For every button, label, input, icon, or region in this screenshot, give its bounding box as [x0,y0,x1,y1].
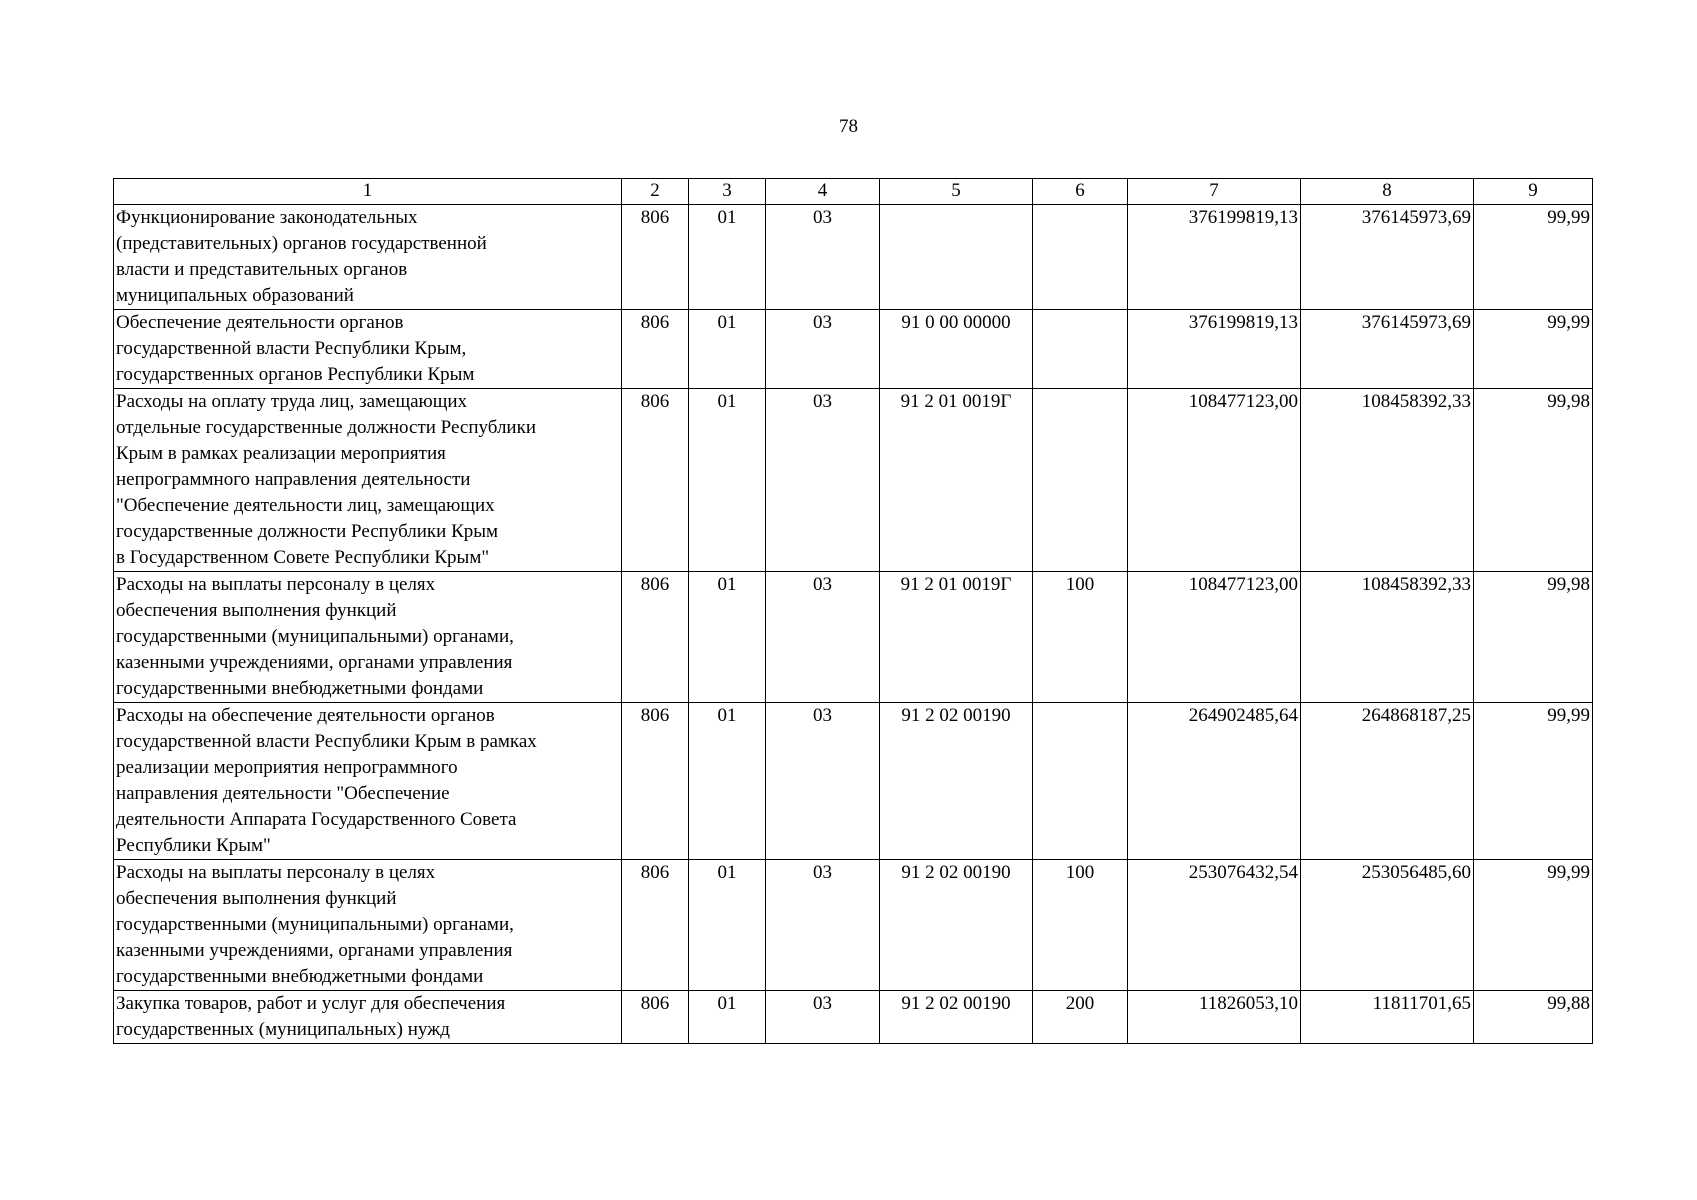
row-ministry-code: 806 [622,572,689,703]
row-section-code: 01 [689,572,766,703]
row-name: Расходы на выплаты персоналу в целях обеспечения выполнения функций государственными (муниципальными) органами, казенными учреждениями, органами управления государственными внебюджетными фондами [114,860,622,991]
row-ministry-code: 806 [622,991,689,1044]
row-actual-amount: 264868187,25 [1301,703,1474,860]
row-planned-amount: 376199819,13 [1128,205,1301,310]
row-ministry-code: 806 [622,860,689,991]
row-subsection-code: 03 [766,310,880,389]
row-name: Закупка товаров, работ и услуг для обеспечения государственных (муниципальных) нужд [114,991,622,1044]
table-row [114,310,1593,389]
row-actual-amount: 108458392,33 [1301,389,1474,572]
row-expense-type [1033,703,1128,860]
row-ministry-code: 806 [622,310,689,389]
row-target-code: 91 2 01 0019Г [880,389,1033,572]
row-expense-type [1033,205,1128,310]
row-percent: 99,99 [1474,205,1593,310]
table-row [114,991,1593,1044]
header-col-1: 1 [114,179,622,205]
row-ministry-code: 806 [622,703,689,860]
row-expense-type: 200 [1033,991,1128,1044]
row-planned-amount: 253076432,54 [1128,860,1301,991]
row-target-code: 91 2 01 0019Г [880,572,1033,703]
header-col-4: 4 [766,179,880,205]
row-percent: 99,98 [1474,572,1593,703]
row-actual-amount: 376145973,69 [1301,205,1474,310]
row-expense-type: 100 [1033,860,1128,991]
page-number: 78 [839,116,858,137]
row-expense-type: 100 [1033,572,1128,703]
row-subsection-code: 03 [766,572,880,703]
row-target-code: 91 2 02 00190 [880,991,1033,1044]
row-target-code [880,205,1033,310]
table-row [114,205,1593,310]
row-name: Обеспечение деятельности органов государственной власти Республики Крым, государственных органов Республики Крым [114,310,622,389]
row-percent: 99,98 [1474,389,1593,572]
header-col-7: 7 [1128,179,1301,205]
header-col-9: 9 [1474,179,1593,205]
row-actual-amount: 108458392,33 [1301,572,1474,703]
row-section-code: 01 [689,310,766,389]
row-section-code: 01 [689,703,766,860]
row-subsection-code: 03 [766,991,880,1044]
row-target-code: 91 2 02 00190 [880,860,1033,991]
header-row [114,179,1593,205]
table-row [114,572,1593,703]
row-ministry-code: 806 [622,389,689,572]
row-target-code: 91 2 02 00190 [880,703,1033,860]
row-percent: 99,99 [1474,703,1593,860]
row-name: Функционирование законодательных (представительных) органов государственной власти и представительных органов муниципальных образований [114,205,622,310]
row-planned-amount: 108477123,00 [1128,572,1301,703]
header-col-5: 5 [880,179,1033,205]
row-subsection-code: 03 [766,703,880,860]
row-section-code: 01 [689,991,766,1044]
table-row [114,389,1593,572]
row-subsection-code: 03 [766,205,880,310]
row-planned-amount: 11826053,10 [1128,991,1301,1044]
row-actual-amount: 253056485,60 [1301,860,1474,991]
row-planned-amount: 376199819,13 [1128,310,1301,389]
header-col-3: 3 [689,179,766,205]
row-actual-amount: 376145973,69 [1301,310,1474,389]
table-row [114,703,1593,860]
row-percent: 99,99 [1474,310,1593,389]
budget-table [113,178,1593,1044]
row-section-code: 01 [689,860,766,991]
row-subsection-code: 03 [766,389,880,572]
table-row [114,860,1593,991]
row-target-code: 91 0 00 00000 [880,310,1033,389]
row-planned-amount: 264902485,64 [1128,703,1301,860]
row-expense-type [1033,310,1128,389]
row-section-code: 01 [689,205,766,310]
row-percent: 99,88 [1474,991,1593,1044]
row-percent: 99,99 [1474,860,1593,991]
header-col-8: 8 [1301,179,1474,205]
row-expense-type [1033,389,1128,572]
row-name: Расходы на выплаты персоналу в целях обеспечения выполнения функций государственными (муниципальными) органами, казенными учреждениями, органами управления государственными внебюджетными фондами [114,572,622,703]
header-col-2: 2 [622,179,689,205]
row-section-code: 01 [689,389,766,572]
header-col-6: 6 [1033,179,1128,205]
row-ministry-code: 806 [622,205,689,310]
row-name: Расходы на оплату труда лиц, замещающих отдельные государственные должности Республики Крым в рамках реализации мероприятия непрограммного направления деятельности "Обеспечение деятельности лиц, замещающих государственные должности Республики Крым в Государственном Совете Республики Крым" [114,389,622,572]
row-planned-amount: 108477123,00 [1128,389,1301,572]
row-name: Расходы на обеспечение деятельности органов государственной власти Республики Крым в рамках реализации мероприятия непрограммного направления деятельности "Обеспечение деятельности Аппарата Государственного Совета Республики Крым" [114,703,622,860]
row-subsection-code: 03 [766,860,880,991]
row-actual-amount: 11811701,65 [1301,991,1474,1044]
